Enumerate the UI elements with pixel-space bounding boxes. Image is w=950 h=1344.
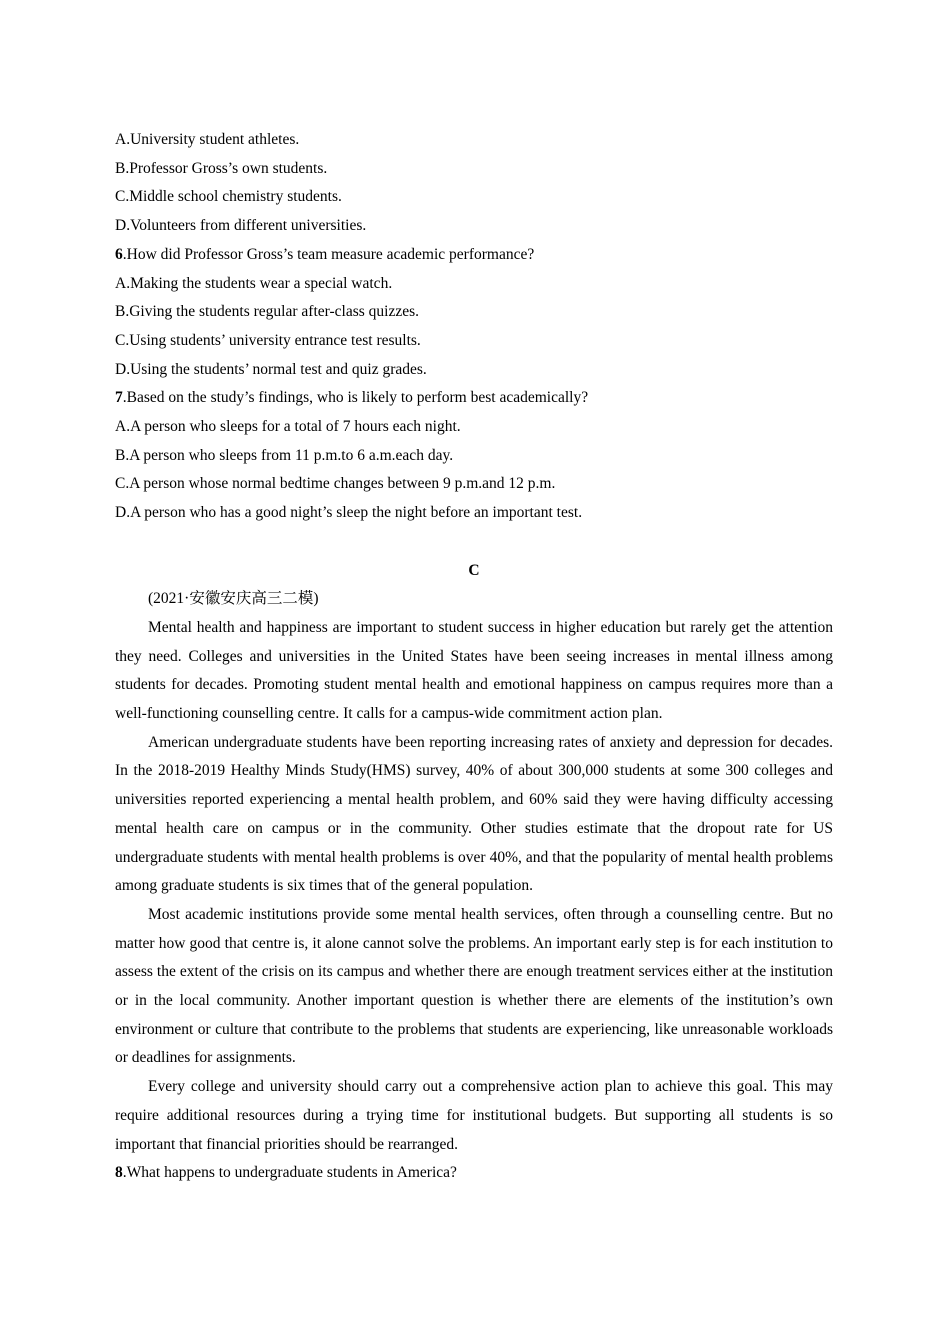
question-7: [115, 384, 833, 413]
q6-option-c: C.Using students’ university entrance test results.: [115, 331, 421, 349]
q5-option-c: C.Middle school chemistry students.: [115, 188, 342, 206]
document-page: [115, 126, 833, 1188]
q7-option-d: D.A person who has a good night’s sleep the night before an important test.: [115, 504, 583, 522]
question-8: [115, 1159, 833, 1188]
question-6-number: 6: [115, 245, 123, 263]
question-7-text: .Based on the study’s findings, who is likely to perform best academically?: [122, 389, 589, 407]
q5-option-a: A.University student athletes.: [115, 131, 300, 148]
question-8-text: .What happens to undergraduate students in America?: [122, 1164, 457, 1182]
section-source: (2021·安徽安庆高三二模): [148, 590, 319, 608]
question-6: [115, 241, 833, 270]
q7-option-a: A.A person who sleeps for a total of 7 hours each night.: [115, 418, 461, 436]
q5-option-d: D.Volunteers from different universities.: [115, 217, 367, 235]
question-7-number: 7: [115, 389, 123, 407]
question-8-number: 8: [115, 1164, 123, 1182]
paragraph-2: American undergraduate students have been reporting increasing rates of anxiety and depression for decades. In the 2018-2019 Healthy Minds Study(HMS) survey, 40% of about 300,000 students at some 300 colleges and universities reported experiencing a mental health problem, and 60% said they were having difficulty accessing mental health care on campus or in the community. Other studies estimate that the dropout rate for US undergraduate students with mental health problems is over 40%, and that the popularity of mental health problems among graduate students is six times that of the general population.: [115, 733, 833, 895]
paragraph-1: Mental health and happiness are important to student success in higher education but rarely get the attention they need. Colleges and universities in the United States have been seeing increases in mental illness among students for decades. Promoting student mental health and emotional happiness on campus requires more than a well-functioning counselling centre. It calls for a campus-wide commitment action plan.: [115, 618, 833, 723]
q6-option-a: A.Making the students wear a special watch.: [115, 274, 393, 292]
q6-option-d: D.Using the students’ normal test and quiz grades.: [115, 360, 427, 378]
section-title: C: [468, 561, 480, 579]
q5-option-b: B.Professor Gross’s own students.: [115, 159, 328, 177]
question-6-text: .How did Professor Gross’s team measure academic performance?: [122, 245, 535, 263]
q7-option-c: C.A person whose normal bedtime changes between 9 p.m.and 12 p.m.: [115, 475, 556, 493]
q7-option-b: B.A person who sleeps from 11 p.m.to 6 a.m.each day.: [115, 446, 454, 464]
q6-option-b: B.Giving the students regular after-class quizzes.: [115, 303, 419, 321]
paragraph-3: Most academic institutions provide some mental health services, often through a counselling centre. But no matter how good that centre is, it alone cannot solve the problems. An important early step is for each institution to assess the extent of the crisis on its campus and whether there are enough treatment services either at the institution or in the local community. Another important question is whether there are elements of the institution’s own environment or culture that contribute to the problems that students are experiencing, like unreasonable workloads or deadlines for assignments.: [115, 905, 833, 1067]
paragraph-4: Every college and university should carry out a comprehensive action plan to achieve this goal. This may require additional resources during a trying time for institutional budgets. But supporting all students is so important that financial priorities should be rearranged.: [115, 1078, 833, 1153]
